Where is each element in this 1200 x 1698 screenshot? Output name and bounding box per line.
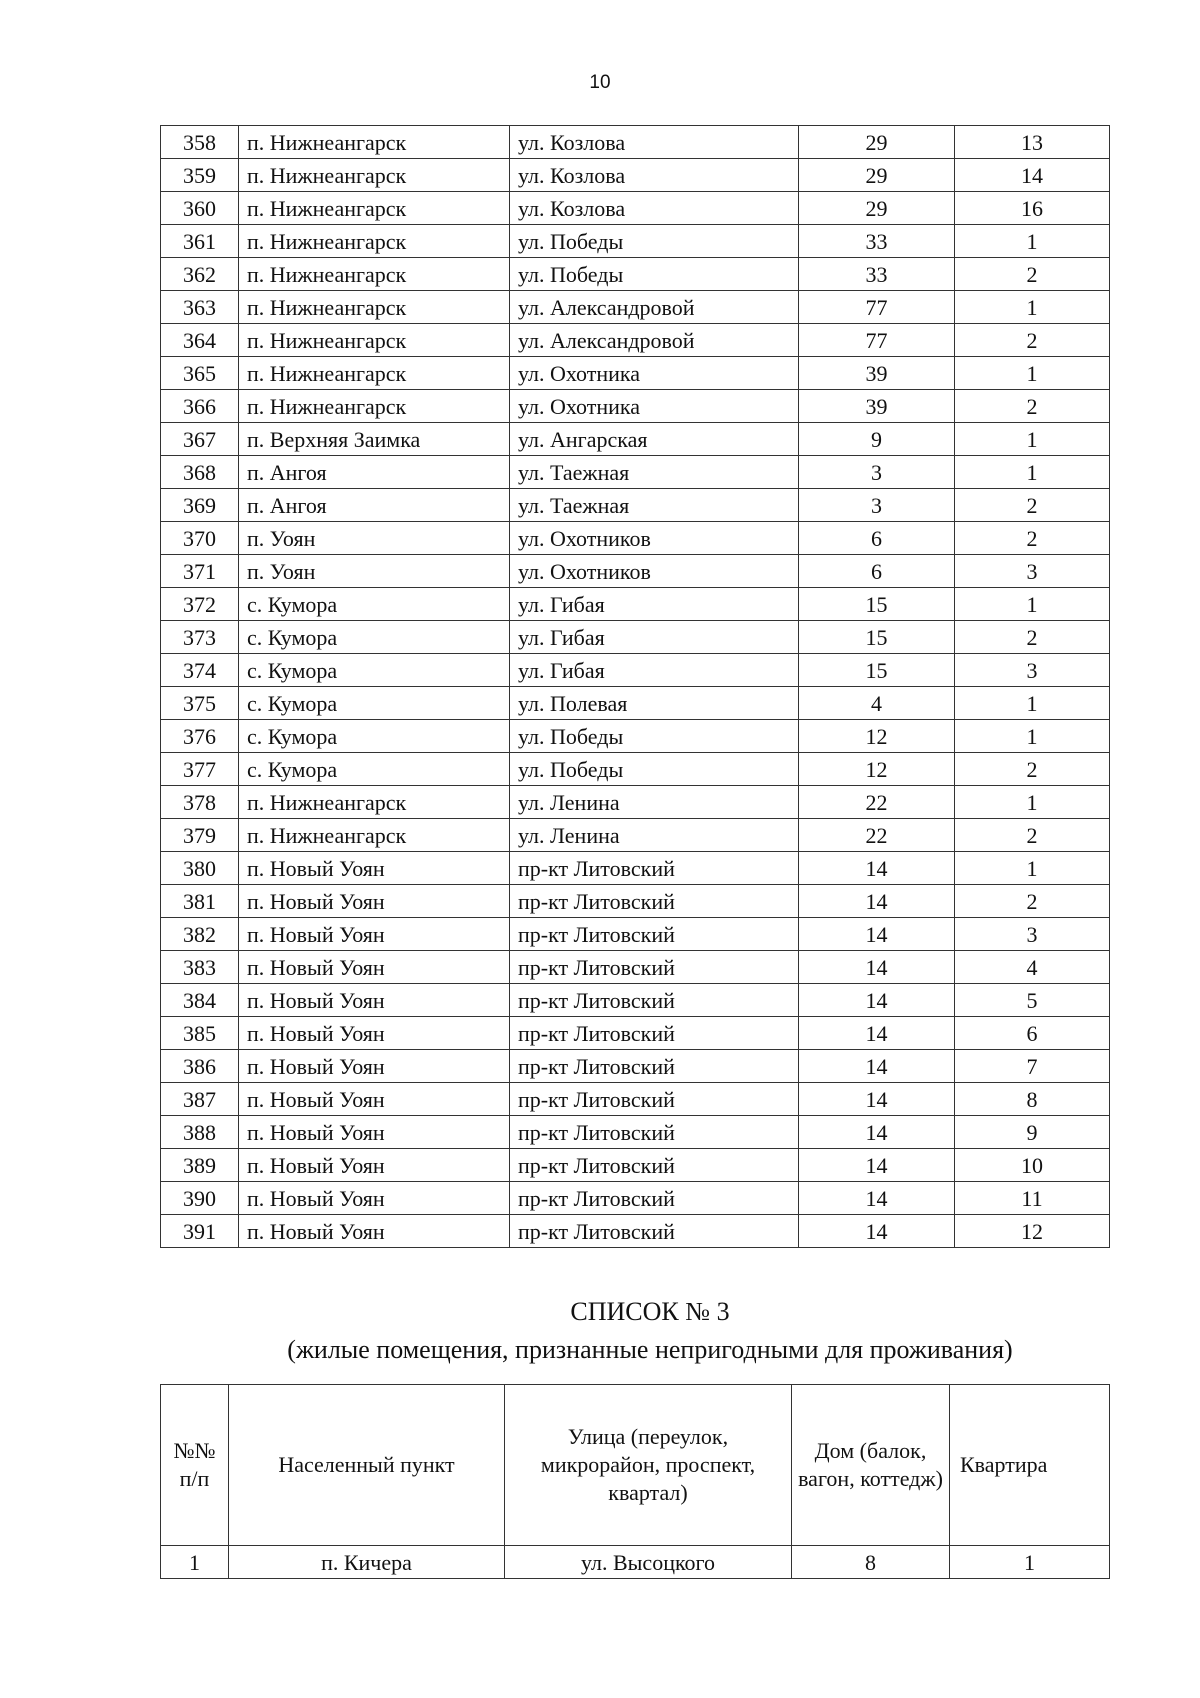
table-cell: пр-кт Литовский [510, 918, 799, 951]
table-cell: 3 [799, 489, 955, 522]
table-cell: ул. Охотников [510, 555, 799, 588]
table-cell: 391 [161, 1215, 239, 1248]
table-cell: с. Кумора [239, 753, 510, 786]
table-cell: п. Нижнеангарск [239, 291, 510, 324]
table-cell: ул. Козлова [510, 159, 799, 192]
table-row [161, 720, 1110, 753]
header-street: Улица (переулок, микрорайон, проспект, квартал) [505, 1385, 792, 1546]
table-cell: 379 [161, 819, 239, 852]
table-row [161, 786, 1110, 819]
table-cell: 1 [955, 357, 1110, 390]
table-cell: п. Нижнеангарск [239, 357, 510, 390]
table-cell: п. Новый Уоян [239, 1215, 510, 1248]
list-subtitle: (жилые помещения, признанные непригодными для проживания) [287, 1335, 1013, 1364]
table-cell: 13 [955, 126, 1110, 159]
table-cell: 14 [799, 984, 955, 1017]
table-cell: 1 [955, 720, 1110, 753]
table-cell: пр-кт Литовский [510, 1083, 799, 1116]
table-cell: 39 [799, 357, 955, 390]
table-cell: 376 [161, 720, 239, 753]
table-cell: ул. Козлова [510, 192, 799, 225]
table-cell: 15 [799, 654, 955, 687]
table-cell: 77 [799, 324, 955, 357]
table-cell: 77 [799, 291, 955, 324]
table-row [161, 1215, 1110, 1248]
table-cell: ул. Победы [510, 258, 799, 291]
table-cell: 11 [955, 1182, 1110, 1215]
table-cell: 14 [799, 951, 955, 984]
table-cell: 2 [955, 885, 1110, 918]
table-cell: 378 [161, 786, 239, 819]
table-row [161, 555, 1110, 588]
table-cell: п. Новый Уоян [239, 984, 510, 1017]
table-cell: п. Нижнеангарск [239, 819, 510, 852]
table-cell: 6 [955, 1017, 1110, 1050]
table-cell: 359 [161, 159, 239, 192]
table-row [161, 951, 1110, 984]
table-row [161, 852, 1110, 885]
table-row [161, 522, 1110, 555]
table-cell: 3 [955, 555, 1110, 588]
table-cell: ул. Ленина [510, 819, 799, 852]
table-cell: 1 [955, 456, 1110, 489]
table-cell: 12 [799, 753, 955, 786]
table-row [161, 1083, 1110, 1116]
header-num: №№ п/п [161, 1385, 229, 1546]
table-cell: ул. Победы [510, 225, 799, 258]
table-cell: пр-кт Литовский [510, 1149, 799, 1182]
table-cell: 383 [161, 951, 239, 984]
table-header-row [161, 1385, 1110, 1546]
table-cell: 1 [955, 423, 1110, 456]
table-cell: 15 [799, 621, 955, 654]
table-row [161, 918, 1110, 951]
table-cell: 15 [799, 588, 955, 621]
table-cell: 2 [955, 324, 1110, 357]
table-cell: 367 [161, 423, 239, 456]
table-row [161, 291, 1110, 324]
table-cell: 375 [161, 687, 239, 720]
table-cell: п. Новый Уоян [239, 885, 510, 918]
table-row [161, 225, 1110, 258]
table-cell: ул. Победы [510, 720, 799, 753]
table-row [161, 489, 1110, 522]
table-row [161, 1149, 1110, 1182]
table-row [161, 984, 1110, 1017]
table-cell: 358 [161, 126, 239, 159]
table-cell: 2 [955, 258, 1110, 291]
table-cell: ул. Александровой [510, 324, 799, 357]
table-cell: 370 [161, 522, 239, 555]
table-cell: 2 [955, 753, 1110, 786]
table-cell: 386 [161, 1050, 239, 1083]
table-cell: 14 [799, 1182, 955, 1215]
table-cell: 4 [799, 687, 955, 720]
table-row [161, 1017, 1110, 1050]
table-cell: 3 [955, 918, 1110, 951]
table-cell: п. Новый Уоян [239, 1116, 510, 1149]
table-cell: п. Нижнеангарск [239, 126, 510, 159]
table-cell: 364 [161, 324, 239, 357]
table-cell: п. Новый Уоян [239, 852, 510, 885]
table-cell: ул. Победы [510, 753, 799, 786]
table-row [161, 258, 1110, 291]
table-cell: 389 [161, 1149, 239, 1182]
table-cell: 14 [799, 1116, 955, 1149]
table-cell: 369 [161, 489, 239, 522]
table-cell: пр-кт Литовский [510, 951, 799, 984]
table-cell: 385 [161, 1017, 239, 1050]
table-cell: пр-кт Литовский [510, 984, 799, 1017]
table-cell: 14 [799, 1083, 955, 1116]
table-cell: п. Новый Уоян [239, 951, 510, 984]
table-cell: 3 [955, 654, 1110, 687]
table-cell: 1 [955, 225, 1110, 258]
table-cell: п. Новый Уоян [239, 1083, 510, 1116]
table-cell: 362 [161, 258, 239, 291]
table-cell: 388 [161, 1116, 239, 1149]
table-cell: 14 [799, 918, 955, 951]
table-row [161, 423, 1110, 456]
table-cell: 5 [955, 984, 1110, 1017]
table-row [161, 687, 1110, 720]
unfit-housing-table [160, 1384, 1110, 1579]
table-row [161, 621, 1110, 654]
table-cell: 16 [955, 192, 1110, 225]
table-row [161, 159, 1110, 192]
table-cell: ул. Гибая [510, 621, 799, 654]
table-cell: 374 [161, 654, 239, 687]
table-row [161, 357, 1110, 390]
table-cell: 14 [799, 1215, 955, 1248]
table-cell: 368 [161, 456, 239, 489]
table-cell: п. Нижнеангарск [239, 258, 510, 291]
table-cell: 2 [955, 819, 1110, 852]
table-cell: ул. Охотника [510, 390, 799, 423]
table-cell: 1 [950, 1546, 1110, 1579]
table-cell: 381 [161, 885, 239, 918]
header-settlement: Населенный пункт [229, 1385, 505, 1546]
table-cell: п. Ангоя [239, 456, 510, 489]
table-cell: с. Кумора [239, 720, 510, 753]
table-cell: 1 [955, 588, 1110, 621]
table-row [161, 588, 1110, 621]
table-cell: 4 [955, 951, 1110, 984]
table-row [161, 753, 1110, 786]
table-cell: 372 [161, 588, 239, 621]
table-cell: 29 [799, 126, 955, 159]
table-cell: 390 [161, 1182, 239, 1215]
table-cell: с. Кумора [239, 687, 510, 720]
table-cell: 14 [799, 1050, 955, 1083]
table-cell: п. Нижнеангарск [239, 390, 510, 423]
table-cell: п. Нижнеангарск [239, 324, 510, 357]
table-cell: п. Новый Уоян [239, 1182, 510, 1215]
table-cell: 3 [799, 456, 955, 489]
table-cell: 384 [161, 984, 239, 1017]
table-cell: 6 [799, 555, 955, 588]
table-cell: 33 [799, 225, 955, 258]
table-cell: 22 [799, 786, 955, 819]
table-cell: ул. Полевая [510, 687, 799, 720]
table-cell: пр-кт Литовский [510, 1050, 799, 1083]
table-cell: 361 [161, 225, 239, 258]
table-cell: 6 [799, 522, 955, 555]
table-cell: 1 [161, 1546, 229, 1579]
table-cell: пр-кт Литовский [510, 1215, 799, 1248]
table-cell: 382 [161, 918, 239, 951]
table-row [161, 1116, 1110, 1149]
table-cell: п. Нижнеангарск [239, 225, 510, 258]
header-apartment: Квартира [950, 1385, 1110, 1546]
table-cell: 10 [955, 1149, 1110, 1182]
housing-table-continued [160, 125, 1110, 1248]
table-cell: п. Нижнеангарск [239, 192, 510, 225]
table-cell: 14 [799, 1017, 955, 1050]
table-cell: 12 [799, 720, 955, 753]
table-cell: 29 [799, 159, 955, 192]
table-cell: 9 [955, 1116, 1110, 1149]
table-cell: 1 [955, 291, 1110, 324]
table-cell: ул. Гибая [510, 654, 799, 687]
table-cell: 365 [161, 357, 239, 390]
table-cell: пр-кт Литовский [510, 1017, 799, 1050]
table-cell: п. Новый Уоян [239, 1050, 510, 1083]
table-cell: ул. Охотников [510, 522, 799, 555]
table-cell: 2 [955, 522, 1110, 555]
table-cell: 1 [955, 786, 1110, 819]
table-cell: ул. Высоцкого [505, 1546, 792, 1579]
table-cell: п. Нижнеангарск [239, 159, 510, 192]
list-title: СПИСОК № 3 [570, 1297, 730, 1326]
table-row [161, 885, 1110, 918]
table-cell: пр-кт Литовский [510, 1182, 799, 1215]
table-cell: 29 [799, 192, 955, 225]
table-cell: 1 [955, 852, 1110, 885]
table-cell: 2 [955, 621, 1110, 654]
table-cell: 366 [161, 390, 239, 423]
table-cell: 39 [799, 390, 955, 423]
table-cell: 8 [792, 1546, 950, 1579]
table-cell: 377 [161, 753, 239, 786]
table-cell: ул. Козлова [510, 126, 799, 159]
table-cell: 2 [955, 489, 1110, 522]
table-cell: 14 [799, 852, 955, 885]
table-cell: п. Новый Уоян [239, 918, 510, 951]
table-cell: с. Кумора [239, 654, 510, 687]
table-cell: 14 [799, 885, 955, 918]
table-cell: 8 [955, 1083, 1110, 1116]
table-cell: 14 [799, 1149, 955, 1182]
table-row [161, 192, 1110, 225]
table-cell: пр-кт Литовский [510, 852, 799, 885]
table-cell: 2 [955, 390, 1110, 423]
table-cell: п. Новый Уоян [239, 1017, 510, 1050]
table-cell: 360 [161, 192, 239, 225]
table-cell: 33 [799, 258, 955, 291]
table-cell: ул. Охотника [510, 357, 799, 390]
table-cell: пр-кт Литовский [510, 885, 799, 918]
table-row [161, 390, 1110, 423]
table-cell: п. Верхняя Заимка [239, 423, 510, 456]
table-row [161, 819, 1110, 852]
table-cell: п. Нижнеангарск [239, 786, 510, 819]
table-cell: 387 [161, 1083, 239, 1116]
table-cell: п. Ангоя [239, 489, 510, 522]
table-row [161, 1050, 1110, 1083]
table-cell: п. Новый Уоян [239, 1149, 510, 1182]
table-cell: 9 [799, 423, 955, 456]
table-cell: 22 [799, 819, 955, 852]
table-row [161, 324, 1110, 357]
table-cell: 371 [161, 555, 239, 588]
table-cell: ул. Александровой [510, 291, 799, 324]
table-cell: 7 [955, 1050, 1110, 1083]
header-house: Дом (балок, вагон, коттедж) [792, 1385, 950, 1546]
table-cell: ул. Таежная [510, 456, 799, 489]
table-cell: с. Кумора [239, 588, 510, 621]
table-cell: ул. Ленина [510, 786, 799, 819]
table-cell: 1 [955, 687, 1110, 720]
table-row [161, 1546, 1110, 1579]
table-row [161, 654, 1110, 687]
table-cell: с. Кумора [239, 621, 510, 654]
table-cell: 363 [161, 291, 239, 324]
table-cell: 14 [955, 159, 1110, 192]
table-row [161, 126, 1110, 159]
table-cell: 380 [161, 852, 239, 885]
table-cell: ул. Таежная [510, 489, 799, 522]
table-cell: пр-кт Литовский [510, 1116, 799, 1149]
table-row [161, 456, 1110, 489]
table-row [161, 1182, 1110, 1215]
table-cell: 12 [955, 1215, 1110, 1248]
table-cell: п. Уоян [239, 555, 510, 588]
table-cell: п. Уоян [239, 522, 510, 555]
table-cell: ул. Гибая [510, 588, 799, 621]
table-cell: п. Кичера [229, 1546, 505, 1579]
table-cell: ул. Ангарская [510, 423, 799, 456]
table-cell: 373 [161, 621, 239, 654]
page-number: 10 [589, 72, 611, 93]
